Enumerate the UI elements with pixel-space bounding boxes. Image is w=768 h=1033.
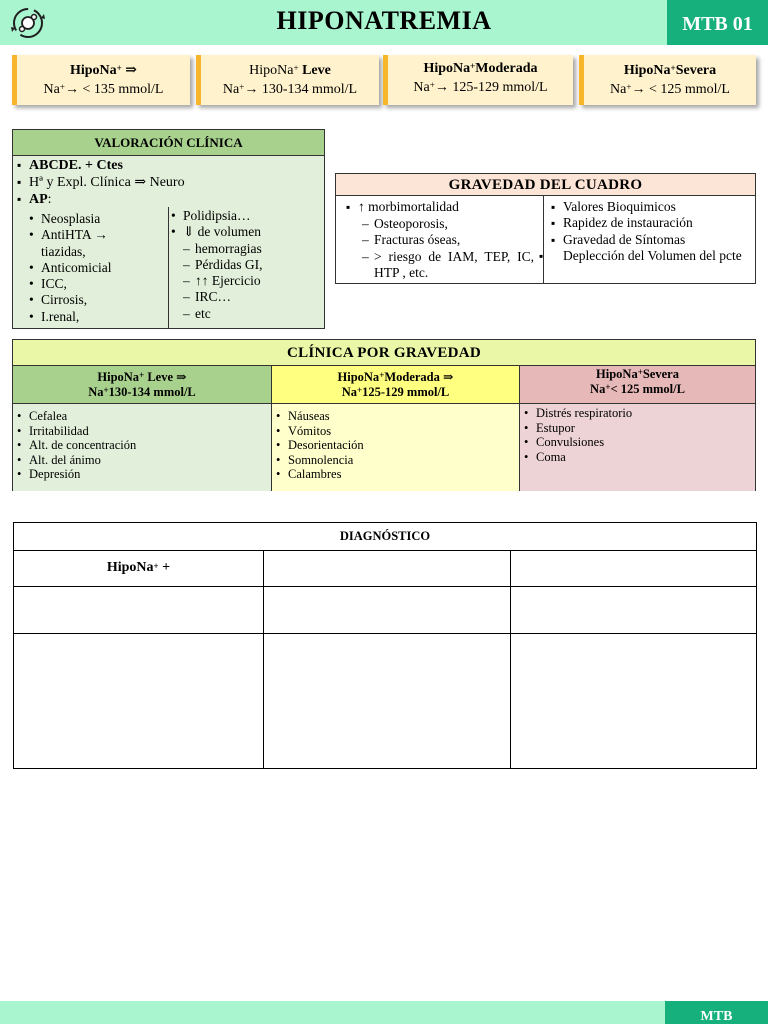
hipona-moderada-box: HipoNa+Moderada Na+→ 125-129 mmol/L [383, 55, 573, 105]
list-item: • Calambres [276, 467, 519, 482]
list-item: • Náuseas [276, 409, 519, 424]
hipona-definition-box: HipoNa+ ⇒ Na+→ < 135 mmol/L [12, 55, 190, 105]
list-item: ▪ Valores Bioquimicos [551, 199, 751, 215]
list-item: • ICC, [29, 276, 167, 292]
list-item: • Vómitos [276, 424, 519, 439]
clinica-moderada-body [272, 404, 520, 491]
diagnostico-table [13, 522, 757, 769]
gravedad-main-item: ▪ ↑ morbimortalidad [346, 199, 459, 215]
valoracion-line-historia: ▪ Hª y Expl. Clínica ⇒ Neuro [17, 174, 185, 191]
list-item: – etc [183, 306, 321, 322]
list-item: – hemorragias [183, 241, 321, 257]
clinica-severa-header: HipoNa+Severa Na+< 125 mmol/L [520, 366, 755, 404]
clinica-gravedad-panel [12, 339, 756, 491]
list-item: • Somnolencia [276, 453, 519, 468]
list-item: • Polidipsia… [171, 208, 321, 224]
column-divider [168, 207, 169, 329]
list-item: – ↑↑ Ejercicio [183, 273, 321, 289]
list-item: • Desorientación [276, 438, 519, 453]
hipona-severa-box: HipoNa+Severa Na+→ < 125 mmol/L [579, 55, 756, 105]
list-item: • Cirrosis, [29, 292, 167, 308]
list-item: • Irritabilidad [17, 424, 271, 439]
column-divider [543, 196, 544, 284]
valoracion-heading: VALORACIÓN CLÍNICA [13, 130, 324, 156]
list-item: • Convulsiones [524, 435, 755, 450]
table-rule [510, 550, 511, 769]
diagnostico-cell-hipona: HipoNa+ + [106, 560, 171, 575]
list-item: ▪ Gravedad de Síntomas [551, 232, 751, 248]
diagnostico-heading: DIAGNÓSTICO [339, 529, 431, 543]
valoracion-line-ap: ▪ AP: [17, 191, 52, 208]
list-item: • Cefalea [17, 409, 271, 424]
hipona-leve-box: HipoNa+ Leve Na+→ 130-134 mmol/L [196, 55, 379, 105]
list-item: • Depresión [17, 467, 271, 482]
list-item: • I.renal, [29, 309, 167, 325]
list-item: • Estupor [524, 421, 755, 436]
clinica-leve-body [13, 404, 272, 491]
list-item: • Anticomicial [29, 260, 167, 276]
list-item: • AntiHTA → [29, 227, 167, 243]
list-item: ▪ Rapidez de instauración [551, 215, 751, 231]
list-item: ▪ Deplección del Volumen del pcte [551, 248, 751, 264]
footer-bar [0, 1001, 768, 1024]
list-item: – Pérdidas GI, [183, 257, 321, 273]
list-item: • Coma [524, 450, 755, 465]
list-item: – IRC… [183, 289, 321, 305]
list-item: – Fracturas óseas, [362, 232, 534, 248]
page-title: HIPONATREMIA [276, 6, 492, 35]
list-item: – > riesgo de IAM, TEP, IC, HTP , etc. [362, 249, 534, 282]
table-rule [14, 586, 756, 587]
list-item: tiazidas, [41, 243, 86, 259]
list-item: • Neosplasia [29, 211, 167, 227]
gravedad-right-list [551, 199, 751, 264]
table-rule [263, 550, 264, 769]
clinica-leve-header: HipoNa+ Leve ⇒ Na+130-134 mmol/L [13, 366, 272, 404]
valoracion-right-list [171, 208, 321, 322]
list-item: • Distrés respiratorio [524, 406, 755, 421]
list-item: • Alt. del ánimo [17, 453, 271, 468]
valoracion-left-list [29, 211, 167, 325]
clinica-moderada-header: HipoNa+Moderada ⇒ Na+125-129 mmol/L [272, 366, 520, 404]
clinica-severa-body [520, 404, 755, 491]
table-rule [14, 633, 756, 634]
gravedad-heading: GRAVEDAD DEL CUADRO [336, 174, 755, 196]
valoracion-clinica-panel [12, 129, 325, 329]
footer-code: MTB [665, 1001, 768, 1024]
gravedad-left-sublist [362, 216, 534, 281]
list-item: • Alt. de concentración [17, 438, 271, 453]
gravedad-cuadro-panel [335, 173, 756, 284]
list-item: – Osteoporosis, [362, 216, 534, 232]
document-code: MTB 01 [667, 0, 768, 45]
clinica-heading: CLÍNICA POR GRAVEDAD [13, 340, 755, 366]
list-item: • ⇓ de volumen [171, 224, 321, 240]
valoracion-line-abcde: ▪ ABCDE. + Ctes [17, 157, 123, 174]
